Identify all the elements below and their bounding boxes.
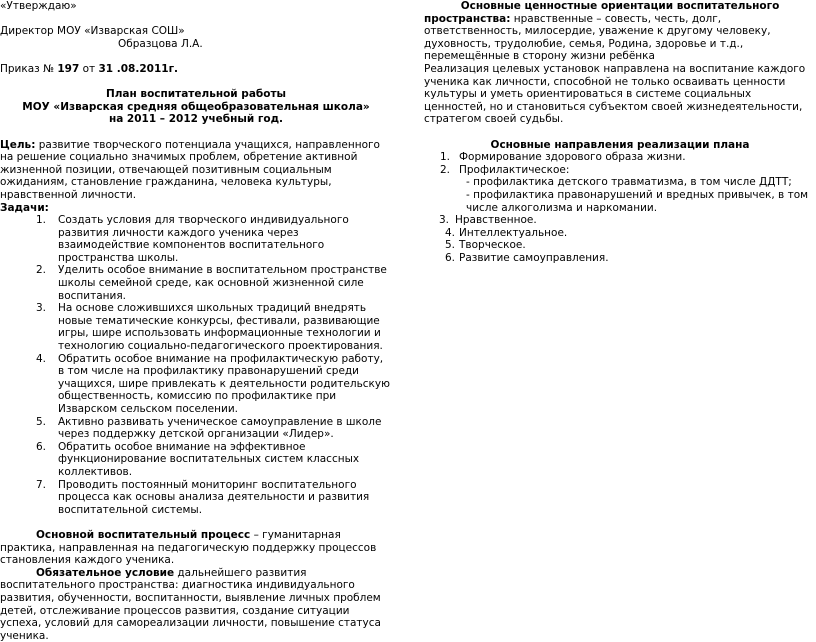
list-item: 1. Создать условия для творческого индивидуального развития личности каждого ученика через взаимодействие компонентов воспитательного пространства школы. <box>36 214 349 264</box>
director-title: Директор МОУ «Изварская СОШ» <box>0 25 185 38</box>
list-item: - профилактика правонарушений и вредных привычек, в том числе алкоголизма и наркомании. <box>466 188 809 214</box>
order-number: 197 <box>57 62 80 75</box>
approval-stamp: «Утверждаю» <box>0 0 77 12</box>
process-paragraph <box>0 529 392 567</box>
list-item: 4. Интеллектуальное. <box>445 226 568 239</box>
plan-title-line2: МОУ «Изварская средняя общеобразовательная школа» <box>22 100 370 113</box>
right-column <box>424 0 816 264</box>
tasks-list <box>0 214 392 516</box>
condition-label: Обязательное условие <box>36 566 175 579</box>
directions-list <box>424 151 816 264</box>
list-item: 5. Творческое. <box>445 239 526 252</box>
list-item: 5. Активно развивать ученическое самоуправление в школе через поддержку детской организации «Лидер». <box>36 415 382 441</box>
order-from: от <box>79 62 99 75</box>
list-item: 3. На основе сложившихся школьных традиций внедрять новые тематические конкурсы, фестивали, развивающие игры, шире использовать информационные технологии и технологию социально-педагогического проектирования. <box>36 302 383 353</box>
order-prefix: Приказ № <box>0 62 58 75</box>
plan-title-line3: на 2011 – 2012 учебный год. <box>108 113 284 126</box>
process-label: Основной воспитательный процесс <box>36 528 251 541</box>
values-heading-cont: пространства: <box>424 12 511 25</box>
tasks-label: Задачи: <box>0 201 49 214</box>
list-item: 4. Обратить особое внимание на профилактическую работу, в том числе на профилактику правонарушений среди учащихся, шире привлекать к деятельности родительскую общественность, комиссию по профилактике при Изварском сельском поселении. <box>36 352 390 415</box>
plan-title-line1: План воспитательной работы <box>105 88 287 101</box>
list-item: 6. Развитие самоуправления. <box>445 251 609 264</box>
left-column <box>0 0 392 642</box>
list-item: 2. Уделить особое внимание в воспитательном пространстве школы семейной среде, как основной жизненной силе воспитания. <box>36 264 387 302</box>
goal-text: развитие творческого потенциала учащихся, направленного на решение социально значимых проблем, обретение активной жизненной позиции, отвечающей позитивным социальным ожиданиям, становление гражданина, человека культуры, нравственной личности. <box>0 138 380 201</box>
values-text: нравственные – совесть, честь, долг, ответственность, милосердие, уважение к другому человеку, духовность, трудолюбие, семья, Родина, здоровье и т.д., перемещённые в сторону жизни ребёнка <box>424 12 771 63</box>
order-line <box>0 63 392 76</box>
values-paragraph <box>424 13 816 63</box>
list-item: 2. Профилактическое: <box>440 163 570 176</box>
list-item: 7. Проводить постоянный мониторинг воспитательного процесса как основы анализа деятельности и развития воспитательной системы. <box>36 478 370 516</box>
implementation-paragraph: Реализация целевых установок направлена на воспитание каждого ученика как личности, способной не только осваивать ценности культуры и уметь ориентироваться в системе социальных ценностей, но и становиться субъектом своей жизнедеятельности, стратегом своей судьбы. <box>424 62 806 126</box>
list-item: 6. Обратить особое внимание на эффективное функционирование воспитательных систем классных коллективов. <box>36 440 360 478</box>
order-date: 31 .08.2011г. <box>98 62 179 75</box>
condition-text: дальнейшего развития воспитательного пространства: диагностика индивидуального развития, обученности, воспитанности, выявление личных проблем детей, отслеживание процессов развития, создание ситуации успеха, условий для самореализации личности, повышение статуса ученика. <box>0 566 381 642</box>
list-item: - профилактика детского травматизма, в том числе ДДТТ; <box>466 176 792 189</box>
values-heading: Основные ценностные ориентации воспитательного <box>460 0 780 12</box>
list-item: 3. Нравственное. <box>439 214 537 227</box>
director-name: Образцова Л.А. <box>118 37 203 50</box>
goal-label: Цель: <box>0 138 36 151</box>
directions-heading: Основные направления реализации плана <box>490 138 750 151</box>
goal-paragraph <box>0 139 392 202</box>
list-item: 1. Формирование здорового образа жизни. <box>440 151 686 164</box>
process-text: – гуманитарная практика, направленная на педагогическую поддержку процессов становления каждого ученика. <box>0 528 377 567</box>
condition-paragraph <box>0 567 392 642</box>
